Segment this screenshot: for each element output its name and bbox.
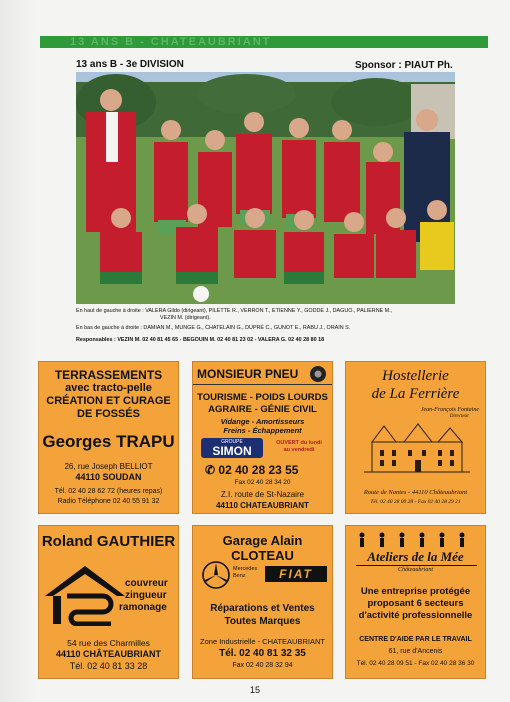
pneu-fax: Fax 02 40 28 34 20 — [234, 479, 291, 486]
trapu-line1: TERRASSEMENTS — [54, 368, 163, 382]
ad-hostellerie-ferriere — [345, 361, 486, 514]
tire-icon — [309, 365, 327, 383]
ad-trapu — [38, 361, 179, 514]
ferriere-line2: de La Ferrière — [371, 386, 460, 402]
ferriere-address: Route de Nantes - 44110 Châteaubriant — [363, 489, 468, 496]
page-number: 15 — [249, 685, 260, 695]
trapu-name: Georges TRAPU — [42, 432, 175, 451]
mee-pitch3: d'activité professionnelle — [358, 610, 473, 621]
gauthier-address1: 54 rue des Charmilles — [67, 638, 150, 648]
pneu-line2: AGRAIRE - GÉNIE CIVIL — [208, 404, 317, 415]
team-title: 13 ans B - 3e DIVISION — [76, 59, 184, 70]
pneu-title: MONSIEUR PNEU — [197, 367, 299, 381]
gauthier-address2: 44110 CHÂTEAUBRIANT — [55, 649, 162, 659]
mercedes-star-icon — [201, 560, 231, 590]
gauthier-phone: Tél. 02 40 81 33 28 — [69, 661, 148, 671]
phone-icon: ✆ — [205, 463, 216, 477]
roof-logo-icon — [45, 562, 125, 626]
caption-top-row-cont: VEZIN M. (dirigeant). — [160, 315, 211, 321]
page-binding-shadow — [0, 0, 40, 702]
caption-bottom-row: En bas de gauche à droite : DAMIAN M., MUNGE G., CHATELAIN G., DUPRÉ C., GUNOT E., RABU J., ORAIN S. — [76, 325, 351, 331]
simon-logo: GROUPE SIMON — [201, 438, 263, 458]
ferriere-line1: Hostellerie — [382, 368, 449, 384]
ferriere-owner-title: Directeur — [449, 414, 469, 419]
cloteau-line2: Toutes Marques — [224, 616, 301, 627]
gauthier-trade3: ramonage — [119, 602, 167, 613]
ad-garage-cloteau — [192, 525, 333, 679]
ferriere-owner: Jean-François Fontaine — [420, 407, 479, 413]
cloteau-line1: Réparations et Ventes — [210, 603, 315, 614]
cloteau-title: Garage Alain CLOTEAU — [222, 533, 303, 563]
pneu-address1: Z.I. route de St-Nazaire — [220, 490, 305, 499]
ad-ateliers-mee — [345, 525, 486, 679]
trapu-line3: CRÉATION ET CURAGE — [46, 395, 171, 407]
mee-title: Ateliers de la Mée — [367, 549, 464, 564]
pneu-phone-row — [205, 463, 298, 477]
caption-responsables: Responsables : VEZIN M. 02 40 81 45 65 - BEGOUIN M. 02 40 81 23 02 - VALERA G. 02 40 28 80 18 — [76, 337, 325, 343]
mee-centre: CENTRE D'AIDE PAR LE TRAVAIL — [359, 636, 472, 643]
castle-illustration — [364, 420, 470, 476]
pneu-line3: Vidange - Amortisseurs — [220, 417, 305, 426]
mee-subtitle: Châteaubriant — [397, 567, 433, 573]
gauthier-trade1: couvreur — [125, 578, 168, 589]
cloteau-fax: Fax 02 40 28 32 94 — [232, 662, 293, 669]
caption-top-row: En haut de gauche à droite : VALERA Gildo (dirigeant), PILETTE R., VERRON T., ETIENNE Y., GODDE J., DAGUO., PALIERNE M., — [76, 308, 393, 314]
pneu-line4: Freins - Échappement — [223, 426, 302, 435]
mee-phone: Tél. 02 40 28 09 51 - Fax 02 40 28 36 30 — [356, 660, 475, 667]
pneu-opening: OUVERT du lundi au vendredi — [276, 440, 322, 453]
mercedes-label: Mercedes Benz — [233, 566, 258, 579]
pneu-line1: TOURISME - POIDS LOURDS — [197, 392, 328, 403]
cloteau-phone: Tél. 02 40 81 32 35 — [219, 648, 306, 659]
trapu-line2: avec tracto-pelle — [65, 382, 152, 394]
gauthier-name: Roland GAUTHIER — [41, 533, 176, 550]
figures-silhouette-icon — [354, 532, 480, 548]
trapu-phone: Tél. 02 40 28 62 72 (heures repas) — [54, 488, 163, 495]
trapu-address2: 44110 SOUDAN — [75, 472, 142, 482]
header-ghost-text: 13 ANS B - CHATEAUBRIANT — [70, 36, 272, 48]
trapu-radio-phone: Radio Téléphone 02 40 55 91 32 — [57, 498, 160, 505]
ad-roland-gauthier — [38, 525, 179, 679]
sponsor-label: Sponsor : PIAUT Ph. — [355, 60, 453, 71]
trapu-line4: DE FOSSÉS — [77, 408, 140, 420]
trapu-address1: 26, rue Joseph BELLIOT — [64, 462, 153, 471]
pneu-divider — [193, 384, 332, 385]
pneu-address2: 44110 CHATEAUBRIANT — [216, 501, 309, 510]
mee-pitch2: proposant 6 secteurs — [367, 598, 464, 609]
pneu-phone: 02 40 28 23 55 — [218, 463, 299, 477]
ferriere-phone: Tél. 02 40 28 00 28 - Fax 02 40 28 29 21 — [370, 499, 461, 505]
cloteau-zone: Zone Industrielle - CHATEAUBRIANT — [200, 637, 325, 646]
mee-address: 61, rue d'Ancenis — [388, 648, 443, 655]
mee-underline — [356, 565, 477, 566]
fiat-logo: FIAT — [265, 566, 327, 582]
gauthier-trade2: zingueur — [125, 590, 167, 601]
ad-monsieur-pneu — [192, 361, 333, 514]
team-photo — [76, 72, 455, 304]
mee-pitch1: Une entreprise protégée — [360, 586, 471, 597]
